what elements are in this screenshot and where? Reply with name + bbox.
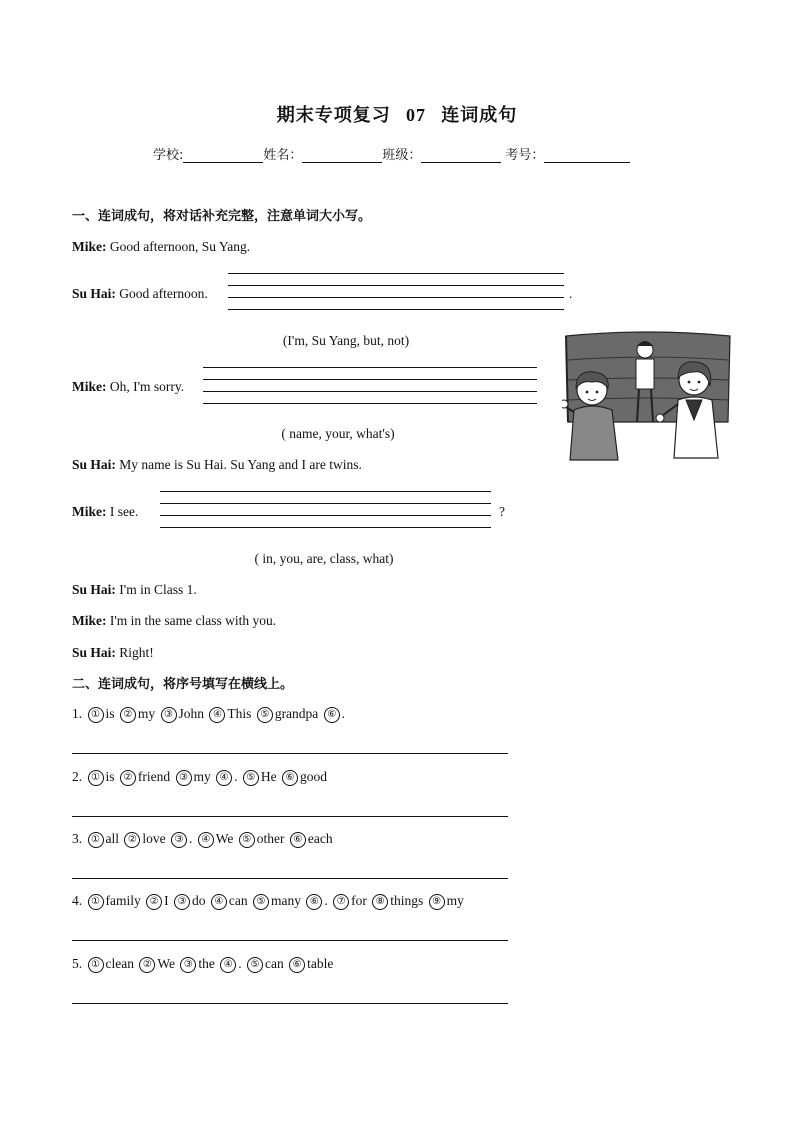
option-number-circle: ⑧ [372, 894, 388, 910]
answer-line[interactable] [72, 816, 508, 817]
dialogue-line [72, 582, 197, 598]
option-number-circle: ② [139, 957, 155, 973]
word-option: is [105, 769, 115, 784]
word-option: table [307, 956, 334, 971]
question-number: 2. [72, 769, 83, 784]
option-number-circle: ⑤ [243, 770, 259, 786]
dialogue-text: Good afternoon, Su Yang. [109, 239, 251, 254]
speaker-label: Mike: [72, 613, 107, 628]
word-option: do [192, 893, 206, 908]
word-option: good [300, 769, 328, 784]
option-number-circle: ⑥ [306, 894, 322, 910]
illustration-svg [562, 330, 734, 464]
word-option: family [105, 893, 141, 908]
title-suffix: 连词成句 [441, 105, 518, 126]
option-number-circle: ④ [220, 957, 236, 973]
word-option: my [193, 769, 211, 784]
name-label: 姓名： [263, 148, 303, 163]
word-option: John [178, 706, 205, 721]
option-number-circle: ⑦ [333, 894, 349, 910]
word-option: This [227, 706, 252, 721]
student-info-row [153, 144, 630, 163]
dialogue-text: Good afternoon. [119, 286, 208, 301]
word-option: can [228, 893, 248, 908]
option-number-circle: ① [88, 832, 104, 848]
answer-rule[interactable] [228, 297, 564, 298]
word-hint: (I'm, Su Yang, but, not) [282, 333, 410, 348]
answer-rule [228, 273, 564, 274]
word-option: is [105, 706, 115, 721]
dialogue-line [72, 379, 184, 395]
answer-rule [228, 309, 564, 310]
option-number-circle: ④ [209, 707, 225, 723]
school-label: 学校: [153, 148, 184, 163]
speaker-label: Su Hai: [72, 582, 116, 597]
dialogue-line [72, 504, 138, 520]
word-option: each [307, 831, 333, 846]
dialogue-line [72, 645, 154, 661]
part2-heading: 二、连词成句，将序号填写在横线上。 [72, 677, 294, 692]
question-number: 5. [72, 956, 83, 971]
speaker-label: Su Hai: [72, 645, 116, 660]
class-field[interactable] [421, 148, 501, 163]
word-option: for [351, 893, 367, 908]
question-5 [72, 956, 333, 973]
answer-line[interactable] [72, 753, 508, 754]
word-option: many [270, 893, 301, 908]
answer-rule [160, 503, 491, 504]
page-title [0, 101, 794, 127]
answer-line[interactable] [72, 940, 508, 941]
exam-no-field[interactable] [544, 148, 630, 163]
option-number-circle: ⑤ [239, 832, 255, 848]
question-4 [72, 893, 464, 910]
word-option: clean [105, 956, 134, 971]
option-number-circle: ⑥ [324, 707, 340, 723]
question-number: 1. [72, 706, 83, 721]
class-label: 班级： [382, 148, 422, 163]
option-number-circle: ⑥ [289, 957, 305, 973]
dialogue-line [72, 613, 276, 629]
question-3 [72, 831, 333, 848]
dialogue-text: Oh, I'm sorry. [109, 379, 185, 394]
speaker-label: Mike: [72, 239, 107, 254]
word-hint: ( name, your, what's) [281, 426, 395, 441]
option-number-circle: ④ [211, 894, 227, 910]
question-number: 4. [72, 893, 83, 908]
answer-rule [203, 367, 537, 368]
word-option: things [390, 893, 424, 908]
line-end-punct: ? [499, 504, 505, 519]
line-end-punct: . [569, 286, 573, 301]
option-number-circle: ③ [180, 957, 196, 973]
answer-line[interactable] [72, 878, 508, 879]
answer-rule[interactable] [160, 515, 491, 516]
answer-rule [203, 403, 537, 404]
school-field[interactable] [183, 148, 263, 163]
dialogue-text: I'm in the same class with you. [109, 613, 277, 628]
question-2 [72, 769, 327, 786]
option-number-circle: ③ [174, 894, 190, 910]
option-number-circle: ① [88, 957, 104, 973]
name-field[interactable] [302, 148, 382, 163]
word-option: my [137, 706, 156, 721]
option-number-circle: ⑤ [257, 707, 273, 723]
speaker-label: Mike: [72, 504, 107, 519]
answer-rule [203, 379, 537, 380]
word-option: . [189, 831, 193, 846]
option-number-circle: ③ [171, 832, 187, 848]
option-number-circle: ⑨ [429, 894, 445, 910]
word-option: all [105, 831, 119, 846]
word-hint: ( in, you, are, class, what) [254, 551, 394, 566]
word-option: . [341, 706, 346, 721]
word-option: my [446, 893, 464, 908]
speaker-label: Mike: [72, 379, 107, 394]
word-option: friend [137, 769, 171, 784]
answer-line[interactable] [72, 1003, 508, 1004]
option-number-circle: ① [88, 770, 104, 786]
part1-heading: 一、连词成句，将对话补充完整，注意单词大小写。 [72, 209, 372, 224]
dialogue-text: I see. [109, 504, 139, 519]
option-number-circle: ① [88, 707, 104, 723]
speaker-label: Su Hai: [72, 457, 116, 472]
word-option: the [198, 956, 215, 971]
question-1 [72, 706, 345, 723]
word-option: . [324, 893, 328, 908]
answer-rule[interactable] [203, 391, 537, 392]
exam-no-label: 考号： [505, 148, 545, 163]
dialogue-line [72, 286, 208, 302]
word-option: We [157, 956, 176, 971]
title-prefix: 期末专项复习 [276, 105, 391, 126]
option-number-circle: ④ [198, 832, 214, 848]
word-option: other [256, 831, 285, 846]
dialogue-text: Right! [119, 645, 154, 660]
answer-rule [228, 285, 564, 286]
word-option: . [234, 769, 238, 784]
option-number-circle: ② [120, 770, 136, 786]
option-number-circle: ② [146, 894, 162, 910]
title-number: 07 [406, 105, 426, 125]
option-number-circle: ④ [216, 770, 232, 786]
option-number-circle: ② [120, 707, 136, 723]
word-option: We [215, 831, 234, 846]
word-option: He [260, 769, 277, 784]
answer-rule [160, 527, 491, 528]
option-number-circle: ⑤ [253, 894, 269, 910]
option-number-circle: ⑤ [247, 957, 263, 973]
word-option: grandpa [274, 706, 319, 721]
children-greeting-illustration [562, 330, 734, 464]
answer-rule [160, 491, 491, 492]
option-number-circle: ③ [176, 770, 192, 786]
dialogue-line [72, 239, 250, 255]
word-option: can [265, 956, 284, 971]
word-option: . [238, 956, 242, 971]
question-number: 3. [72, 831, 83, 846]
option-number-circle: ① [88, 894, 104, 910]
speaker-label: Su Hai: [72, 286, 116, 301]
option-number-circle: ⑥ [282, 770, 298, 786]
word-option: love [142, 831, 166, 846]
option-number-circle: ⑥ [290, 832, 306, 848]
word-option: I [164, 893, 169, 908]
dialogue-text: I'm in Class 1. [119, 582, 197, 597]
dialogue-line [72, 457, 362, 473]
dialogue-text: My name is Su Hai. Su Yang and I are twins. [119, 457, 362, 472]
option-number-circle: ③ [161, 707, 177, 723]
option-number-circle: ② [124, 832, 140, 848]
